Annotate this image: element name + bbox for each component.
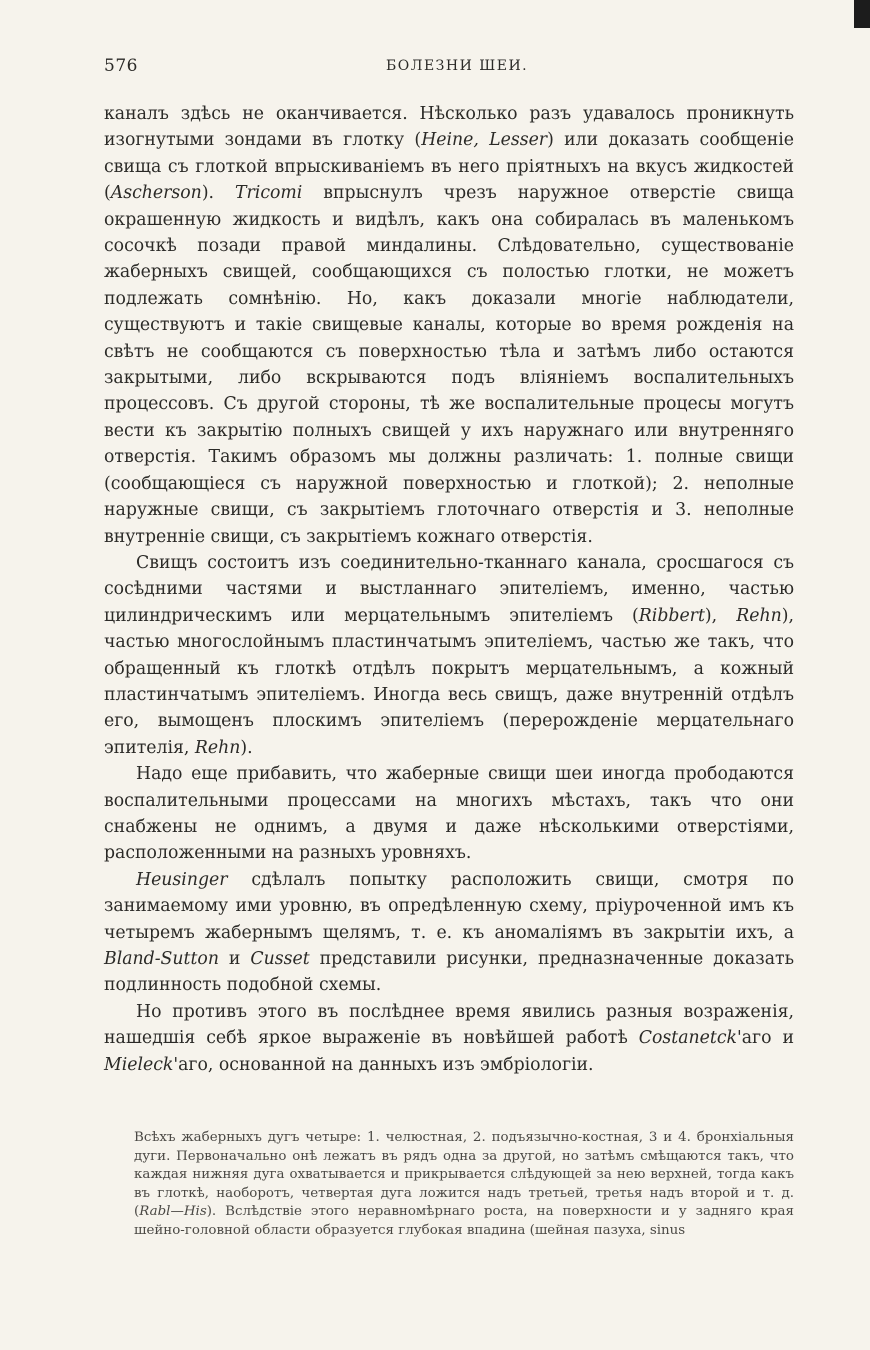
text-run: 'аго, основанной на данныхъ изъ эмбріологіи. bbox=[173, 1054, 594, 1075]
text-run: ), bbox=[704, 605, 737, 626]
text-run: представили рисунки, предназначенные доказать подлинность подобной схемы. bbox=[104, 949, 794, 996]
author-name: Mieleck bbox=[104, 1054, 174, 1075]
footnote-text: ). Вслѣдствіе этого неравномѣрнаго роста, на поверхности и у задняго края шейно-головной области образуется глубокая впадина (шейная пазуха, sinus bbox=[134, 1204, 794, 1238]
running-title: БОЛЕЗНИ ШЕИ. bbox=[386, 58, 529, 74]
page-number: 576 bbox=[104, 56, 138, 76]
scan-corner-mark bbox=[854, 0, 870, 28]
text-run: каналъ здѣсь не оканчивается. Нѣсколько разъ удавалось проникнуть изогнутыми зондами въ глотку ( bbox=[104, 104, 794, 151]
author-name: Tricomi bbox=[235, 183, 303, 204]
author-name: Cusset bbox=[250, 949, 310, 969]
text-run: ) или доказать сообщеніе свища съ глоткой впрыскиваніемъ въ него пріятныхъ на вкусъ жидкостей ( bbox=[104, 130, 794, 204]
author-name: Rehn bbox=[194, 737, 241, 758]
text-run: ), частью многослойнымъ пластинчатымъ эпителіемъ, частью же такъ, что обращенный къ глоткѣ отдѣлъ покрытъ мерцательнымъ, а кожный пластинчатымъ эпителіемъ. Иногда весь свищъ, даже внутренній отдѣлъ его, вымощенъ плоскимъ эпителіемъ (перерожденіе мерцательнаго эпителія, bbox=[104, 605, 794, 758]
author-name: Ribbert bbox=[638, 605, 705, 626]
text-run: ). bbox=[240, 737, 253, 758]
paragraph bbox=[104, 101, 794, 550]
text-run: сдѣлалъ попытку расположить свищи, смотря по занимаемому ими уровню, въ опредѣленную схему, пріуроченной имъ къ четыремъ жабернымъ щелямъ, т. е. къ аномаліямъ въ закрытіи ихъ, а bbox=[104, 869, 794, 943]
text-run: Но противъ этого въ послѣднее время явились разныя возраженія, нашедшія себѣ яркое выраженіе въ новѣйшей работѣ bbox=[104, 1001, 794, 1049]
paragraph bbox=[104, 999, 794, 1078]
footnote bbox=[134, 1129, 794, 1241]
paragraph bbox=[104, 867, 794, 999]
text-run: ). bbox=[201, 183, 236, 204]
text-run: 'аго и bbox=[736, 1028, 794, 1049]
text-run: впрыснулъ чрезъ наружное отверстіе свища окрашенную жидкость и видѣлъ, какъ она собиралась въ маленькомъ сосочкѣ позади правой миндалины. Слѣдовательно, существованіе жаберныхъ свищей, сообщающихся съ полостью глотки, не можетъ подлежать сомнѣнію. Но, какъ доказали многіе наблюдатели, существуютъ и такіе свищевые каналы, которые во время рожденія на свѣтъ не сообщаются съ поверхностью тѣла и затѣмъ либо остаются закрытыми, либо вскрываются подъ вліяніемъ воспалительныхъ процессовъ. Съ другой стороны, тѣ же воспалительные процесы могутъ вести къ закрытію полныхъ свищей у ихъ наружнаго или внутренняго отверстія. Такимъ образомъ мы должны различать: 1. полные свищи (сообщающіеся съ наружной поверхностью и глоткой); 2. неполные наружные свищи, съ закрытіемъ глоточнаго отверстія и 3. неполные внутренніе свищи, съ закрытіемъ кожнаго отверстія. bbox=[104, 183, 795, 547]
author-name: Costanetck bbox=[638, 1028, 737, 1049]
author-name: Heusinger bbox=[136, 869, 228, 890]
author-name: Rabl—His bbox=[139, 1204, 207, 1220]
paragraph bbox=[104, 550, 794, 761]
paragraph bbox=[104, 761, 794, 867]
text-run: Свищъ состоитъ изъ соединительно-тканнаго канала, сросшагося съ сосѣдними частями и выстланнаго эпителіемъ, именно, частью цилиндрическимъ или мерцательнымъ эпителіемъ ( bbox=[104, 552, 794, 626]
author-name: Heine, Lesser bbox=[421, 130, 548, 151]
footnote-text: Всѣхъ жаберныхъ дугъ четыре: 1. челюстная, 2. подъязычно-костная, 3 и 4. бронхіальныя дуги. Первоначально онѣ лежатъ въ рядъ одна за другой, но затѣмъ смѣщаются такъ, что каждая нижняя дуга охватывается и прикрывается слѣдующей за нею верхней, тогда какъ въ глоткѣ, наоборотъ, четвертая дуга ложится надъ третьей, третья надъ второй и т. д. ( bbox=[134, 1130, 794, 1220]
text-run: Надо еще прибавить, что жаберные свищи шеи иногда прободаются воспалительными процессами на многихъ мѣстахъ, такъ что они снабжены не однимъ, а двумя и даже нѣсколькими отверстіями, расположенными на разныхъ уровняхъ. bbox=[104, 764, 794, 864]
text-run: и bbox=[218, 949, 251, 969]
author-name: Bland-Sutton bbox=[104, 949, 219, 969]
page-header bbox=[104, 56, 804, 86]
author-name: Rehn bbox=[736, 605, 782, 626]
main-text bbox=[104, 101, 794, 1078]
author-name: Ascherson bbox=[110, 183, 202, 204]
